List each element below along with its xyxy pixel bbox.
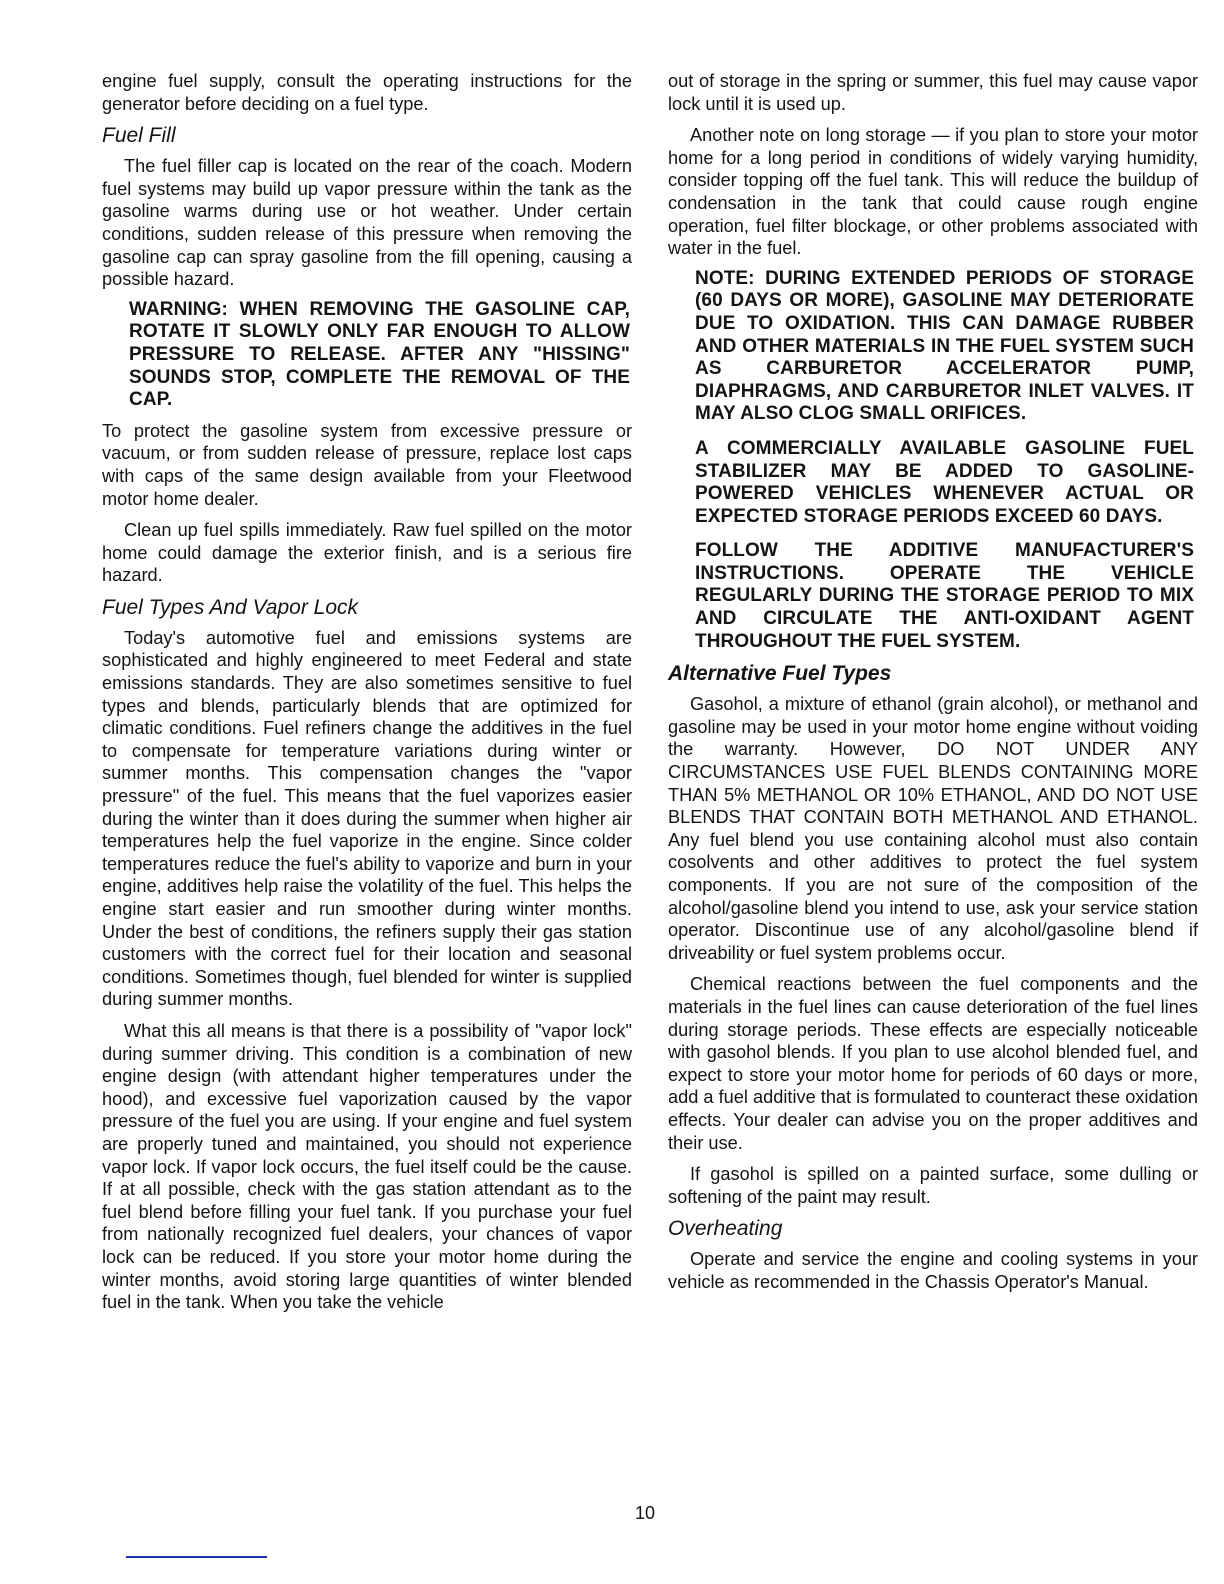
note-extended-storage: NOTE: DURING EXTENDED PERIODS OF STORAGE (60 DAYS OR MORE), GASOLINE MAY DETERIORATE DUE TO OXIDATION. THIS CAN DAMAGE RUBBER AND OTHER MATERIALS IN THE FUEL SYSTEM SUCH AS CARBURETOR ACCELERATOR PUMP, DIAPHRAGMS, AND CARBURETOR INLET VALVES. IT MAY ALSO CLOG SMALL ORIFICES. xyxy=(695,267,1194,425)
paragraph-fuel-filler-cap: The fuel filler cap is located on the rear of the coach. Modern fuel systems may build up vapor pressure within the tank as the gasoline warms during use or hot weather. Under certain conditions, sudden release of this pressure when removing the gasoline cap can spray gasoline from the fill opening, causing a possible hazard. xyxy=(102,156,632,290)
paragraph-cooling-systems: Operate and service the engine and cooling systems in your vehicle as recommended in the Chassis Operator's Manual. xyxy=(668,1249,1198,1292)
paragraph-long-storage: Another note on long storage — if you plan to store your motor home for a long period in conditions of widely varying humidity, consider topping off the fuel tank. This will reduce the buildup of condensation in the tank that could cause rough engine operation, fuel filter blockage, or other problems associated with water in the fuel. xyxy=(668,125,1198,259)
paragraph-gasohol: Gasohol, a mixture of ethanol (grain alcohol), or methanol and gasoline may be used in your motor home engine without voiding the warranty. However, DO NOT UNDER ANY CIRCUMSTANCES USE FUEL BLENDS CONTAINING MORE THAN 5% METHANOL OR 10% ETHANOL, AND DO NOT USE BLENDS THAT CONTAIN BOTH METHANOL AND ETHANOL. Any fuel blend you use containing alcohol must also contain cosolvents and other additives to protect the fuel system components. If you are not sure of the composition of the alcohol/gasoline blend you intend to use, ask your service station operator. Discontinue use of any alcohol/gasoline blend if driveability or fuel system problems occur. xyxy=(668,694,1198,963)
warning-gasoline-cap: WARNING: WHEN REMOVING THE GASOLINE CAP, ROTATE IT SLOWLY ONLY FAR ENOUGH TO ALLOW PRESSURE TO RELEASE. AFTER ANY "HISSING" SOUNDS STOP, COMPLETE THE REMOVAL OF THE CAP. xyxy=(129,298,630,411)
note-additive-instructions: FOLLOW THE ADDITIVE MANUFACTURER'S INSTRUCTIONS. OPERATE THE VEHICLE REGULARLY DURING THE STORAGE PERIOD TO MIX AND CIRCULATE THE ANTI-OXIDANT AGENT THROUGHOUT THE FUEL SYSTEM. xyxy=(695,540,1194,652)
heading-fuel-types-vapor-lock: Fuel Types And Vapor Lock xyxy=(102,595,359,619)
paragraph-vapor-lock: What this all means is that there is a possibility of "vapor lock" during summer driving. This condition is a combination of new engine design (with attendant higher temperatures under the hood), and excessive fuel vaporization caused by the vapor pressure of the fuel you are using. If your engine and fuel system are properly tuned and maintained, you should not experience vapor lock. If vapor lock occurs, the fuel itself could be the cause. If at all possible, check with the gas station attendant as to the fuel blend before filling your fuel tank. If you purchase your fuel from nationally recognized fuel dealers, your chances of vapor lock can be reduced. If you store your motor home during the winter months, avoid storing large quantities of winter blended fuel in the tank. When you take the vehicle xyxy=(102,1020,632,1313)
paragraph-generator-fuel: engine fuel supply, consult the operating instructions for the generator before deciding on a fuel type. xyxy=(102,71,632,114)
heading-overheating: Overheating xyxy=(668,1217,783,1241)
paragraph-chemical-reactions: Chemical reactions between the fuel components and the materials in the fuel lines can cause deterioration of the fuel lines during storage periods. These effects are especially noticeable with gasohol blends. If you plan to use alcohol blended fuel, and expect to store your motor home for periods of 60 days or more, add a fuel additive that is formulated to counteract these oxidation effects. Your dealer can advise you on the proper additives and their use. xyxy=(668,974,1198,1153)
paragraph-gasohol-spill: If gasohol is spilled on a painted surface, some dulling or softening of the paint may result. xyxy=(668,1164,1198,1207)
paragraph-fuel-spills: Clean up fuel spills immediately. Raw fuel spilled on the motor home could damage the exterior finish, and is a serious fire hazard. xyxy=(102,520,632,586)
paragraph-out-of-storage: out of storage in the spring or summer, this fuel may cause vapor lock until it is used up. xyxy=(668,71,1198,114)
right-column xyxy=(668,70,1198,1294)
page-number: 10 xyxy=(634,1503,656,1523)
heading-alternative-fuel-types: Alternative Fuel Types xyxy=(668,662,892,686)
footer-rule xyxy=(126,1556,267,1558)
left-column xyxy=(102,70,632,1314)
paragraph-automotive-fuel-systems: Today's automotive fuel and emissions systems are sophisticated and highly engineered to meet Federal and state emissions standards. They are also sometimes sensitive to fuel types and blends, particularly blends that are optimized for climatic conditions. Fuel refiners change the additives in the fuel to compensate for temperature variations during winter or summer months. This compensation changes the "vapor pressure" of the fuel. This means that the fuel vaporizes easier during the winter than it does during the summer when higher air temperatures help the fuel vaporize in the engine. Since colder temperatures reduce the fuel's ability to vaporize and burn in your engine, additives help raise the volatility of the fuel. This helps the engine start easier and run smoother during winter months. Under the best of conditions, the refiners supply their gas station customers with the correct fuel for their location and seasonal conditions. Sometimes though, fuel blended for winter is supplied during summer months. xyxy=(102,627,632,1010)
heading-fuel-fill: Fuel Fill xyxy=(102,124,176,148)
paragraph-protect-gasoline-system: To protect the gasoline system from excessive pressure or vacuum, or from sudden release of pressure, replace lost caps with caps of the same design available from your Fleetwood motor home dealer. xyxy=(102,420,632,509)
note-fuel-stabilizer: A COMMERCIALLY AVAILABLE GASOLINE FUEL STABILIZER MAY BE ADDED TO GASOLINE-POWERED VEHICLES WHENEVER ACTUAL OR EXPECTED STORAGE PERIODS EXCEED 60 DAYS. xyxy=(695,437,1194,527)
